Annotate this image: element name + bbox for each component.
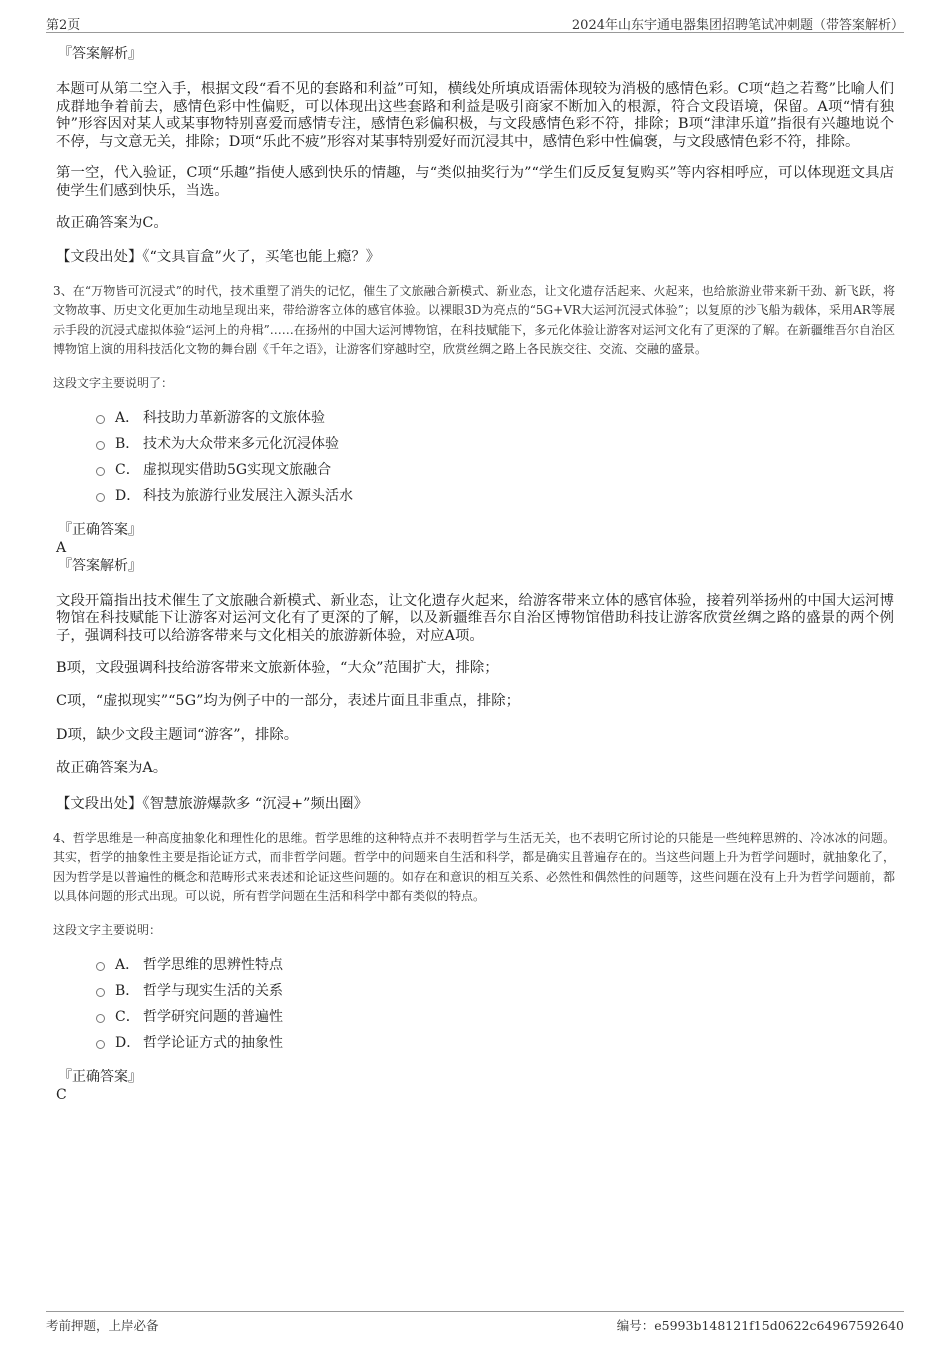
radio-icon[interactable]: [96, 415, 105, 424]
conclusion: 故正确答案为C。: [56, 214, 168, 231]
question-4-options: [56, 952, 894, 1056]
analysis-paragraph: 本题可从第二空入手，根据文段“看不见的套路和利益”可知，横线处所填成语需体现较为消极的感情色彩。C项“趋之若鹜”比喻人们成群地争着前去，感情色彩中性偏贬，可以体现出这些套路和利益是吸引商家不断加入的根源，符合文段语境，保留。A项“情有独钟”形容因对某人或某事物特别喜爱而感情专注，感情色彩偏积极，与文段感情色彩不符，排除；B项“津津乐道”指很有兴趣地说个不停，与文意无关，排除；D项“乐此不疲”形容对某事特别爱好而沉浸其中，感情色彩中性偏褒，与文段感情色彩不符，排除。: [56, 81, 894, 150]
radio-icon[interactable]: [96, 988, 105, 997]
radio-icon[interactable]: [96, 1040, 105, 1049]
analysis-paragraph: B项，文段强调科技给游客带来文旅新体验，“大众”范围扩大，排除；: [56, 659, 499, 676]
radio-icon[interactable]: [96, 962, 105, 971]
analysis-paragraph: C项，“虚拟现实”“5G”均为例子中的一部分，表述片面且非重点，排除；: [56, 693, 521, 710]
page-header: [46, 12, 904, 33]
correct-answer: A: [56, 539, 67, 556]
document-title: 2024年山东宇通电器集团招聘笔试冲刺题（带答案解析）: [571, 18, 904, 33]
option-a[interactable]: A． 哲学思维的思辨性特点: [96, 952, 894, 978]
analysis-paragraph: 文段开篇指出技术催生了文旅融合新模式、新业态，让文化遗存火起来，给游客带来立体的感官体验，接着列举扬州的中国大运河博物馆在科技赋能下让游客对运河文化有了更深的了解，以及新疆维吾尔自治区博物馆借助科技让游客欣赏丝绸之路的盛景的两个例子，强调科技可以给游客带来与文化相关的旅游新体验，对应A项。: [56, 592, 894, 644]
footer-slogan: 考前押题，上岸必备: [46, 1318, 159, 1333]
analysis-paragraph: 第一空，代入验证，C项“乐趣”指使人感到快乐的情趣，与“类似抽奖行为”“学生们反反复复购买”等内容相呼应，可以体现逛文具店使学生们感到快乐，当选。: [56, 165, 894, 199]
option-d[interactable]: D． 科技为旅游行业发展注入源头活水: [96, 483, 894, 509]
option-b[interactable]: B． 技术为大众带来多元化沉浸体验: [96, 431, 894, 457]
question-3-options: [56, 405, 894, 509]
question-prompt: 这段文字主要说明：: [53, 922, 162, 937]
analysis-paragraph: D项，缺少文段主题词“游客”，排除。: [56, 726, 299, 743]
page-footer: [46, 1311, 904, 1340]
conclusion: 故正确答案为A。: [56, 760, 168, 777]
radio-icon[interactable]: [96, 493, 105, 502]
question-4-text: 4、哲学思维是一种高度抽象化和理性化的思维。哲学思维的这种特点并不表明哲学与生活无关，也不表明它所讨论的只能是一些纯粹思辨的、冷冰冰的问题。其实，哲学的抽象性主要是指论证方式，而非哲学问题。哲学中的问题来自生活和科学，都是确实且普遍存在的。当这些问题上升为哲学问题时，就抽象化了，因为哲学是以普遍性的概念和范畴形式来表述和论证这些问题的。如存在和意识的相互关系、必然性和偶然性的问题等，这些问题在没有上升为哲学问题前，都以具体问题的形式出现。可以说，所有哲学问题在生活和科学中都有类似的特点。: [53, 830, 895, 903]
document-serial: 编号：e5993b148121f15d0622c64967592640: [616, 1318, 904, 1333]
question-3-text: 3、在“万物皆可沉浸式”的时代，技术重塑了消失的记忆，催生了文旅融合新模式、新业态，让文化遗存活起来、火起来，也给旅游业带来新干劲、新飞跃，将文物故事、历史文化更加生动地呈现出来，带给游客立体的感官体验。以裸眼3D为亮点的“5G+VR大运河沉浸式体验”；以复原的沙飞船为载体，采用AR等展示手段的沉浸式虚拟体验“运河上的舟楫”……在扬州的中国大运河博物馆，在科技赋能下，多元化体验让游客对运河文化有了更深的了解。在新疆维吾尔自治区博物馆上演的用科技活化文物的舞台剧《千年之语》，让游客们穿越时空，欣赏丝绸之路上各民族交往、交流、交融的盛景。: [53, 283, 895, 357]
page-number: 第2页: [46, 18, 81, 33]
option-a[interactable]: A． 科技助力革新游客的文旅体验: [96, 405, 894, 431]
option-b[interactable]: B． 哲学与现实生活的关系: [96, 978, 894, 1004]
radio-icon[interactable]: [96, 441, 105, 450]
page-content: [53, 45, 895, 1104]
source-citation: 【文段出处】《“文具盲盒”火了，买笔也能上瘾？》: [56, 249, 381, 266]
radio-icon[interactable]: [96, 467, 105, 476]
analysis-label: 『答案解析』: [58, 46, 142, 62]
analysis-label: 『答案解析』: [58, 557, 142, 574]
question-prompt: 这段文字主要说明了：: [53, 375, 174, 390]
option-d[interactable]: D． 哲学论证方式的抽象性: [96, 1030, 894, 1056]
answer-label: 『正确答案』: [58, 1068, 142, 1085]
source-citation: 【文段出处】《智慧旅游爆款多 “沉浸+”频出圈》: [56, 795, 368, 812]
answer-label: 『正确答案』: [58, 521, 142, 538]
correct-answer: C: [56, 1086, 67, 1103]
option-c[interactable]: C． 虚拟现实借助5G实现文旅融合: [96, 457, 894, 483]
radio-icon[interactable]: [96, 1014, 105, 1023]
option-c[interactable]: C． 哲学研究问题的普遍性: [96, 1004, 894, 1030]
